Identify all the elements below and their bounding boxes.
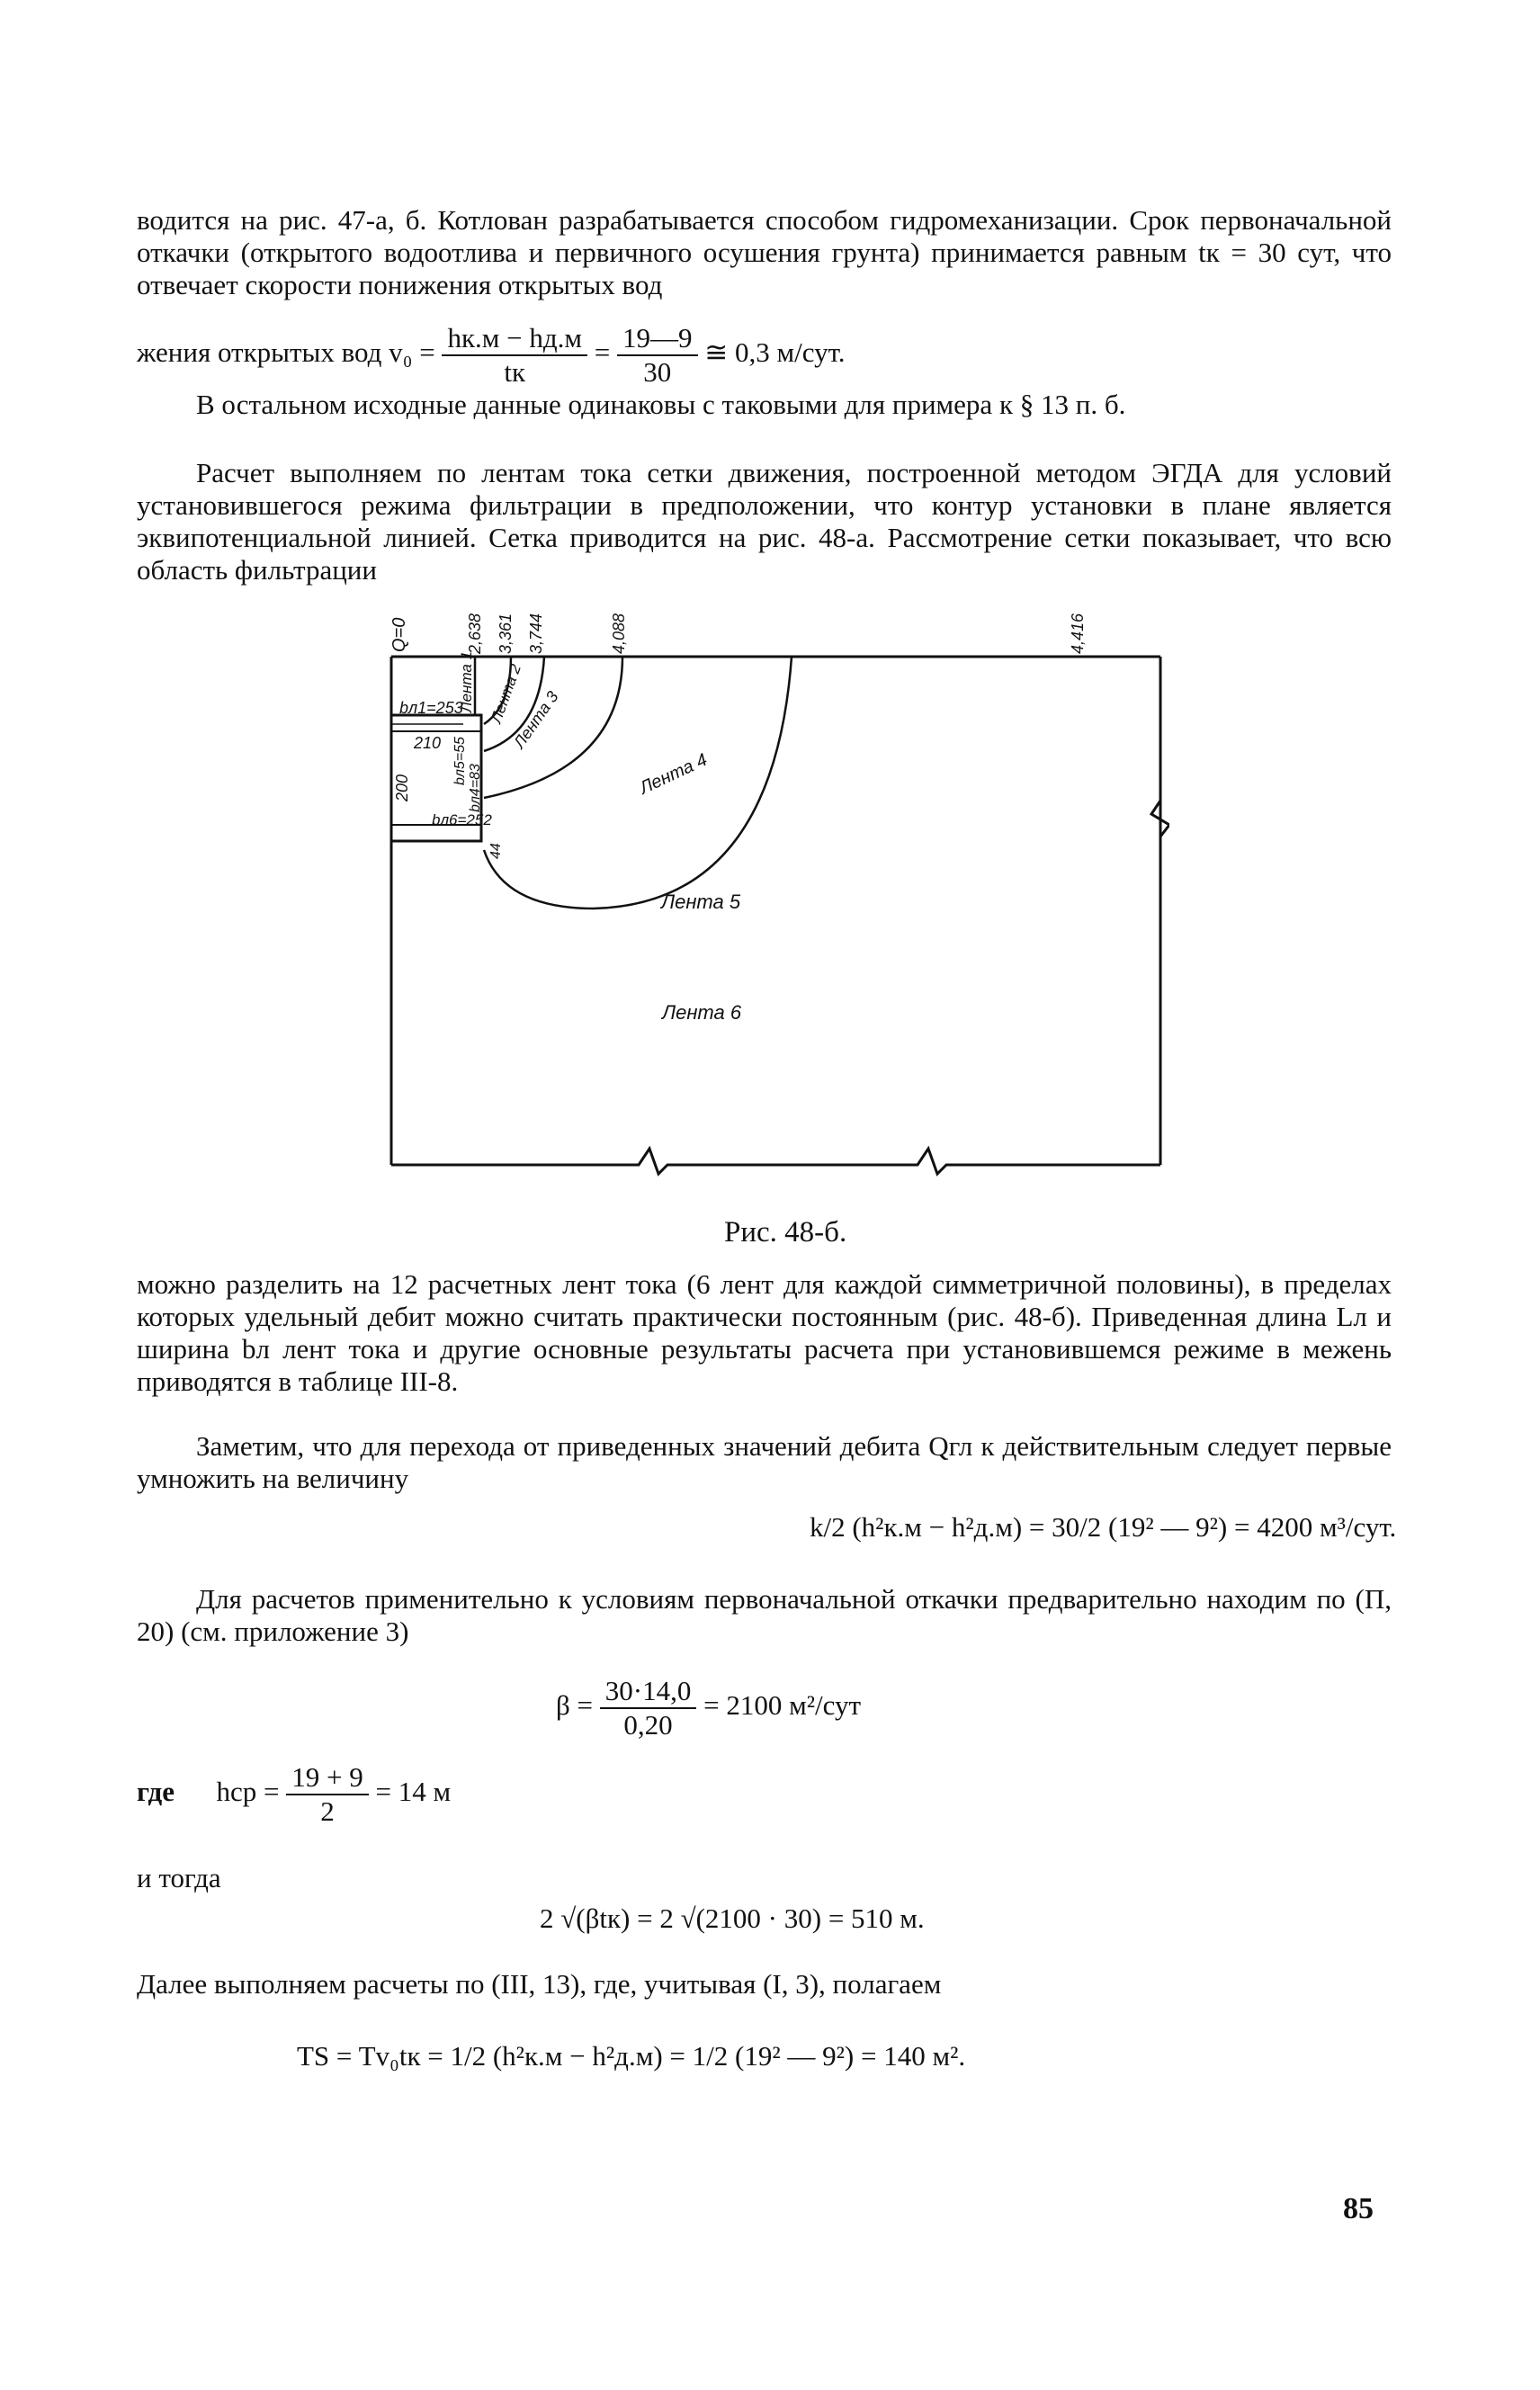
label-band-4: Лента 4 — [636, 749, 711, 799]
fraction-h-over-t: $\frac{hк.м - hд.м}{tк}$ — [442, 322, 587, 389]
label-3361: 3,361 — [497, 613, 515, 654]
figure-48b — [378, 589, 1169, 1196]
boundary-bottom — [391, 1149, 1160, 1174]
formula-ts: TS = Tv₀tк = 1/2 (h²к.м − h²д.м) = 1/2 (19² — 9²) = 140 м². — [297, 2040, 966, 2072]
label-bl1: bл1=253 — [399, 699, 463, 717]
label-bl4: bл4=83 — [468, 764, 483, 812]
label-44: 44 — [488, 843, 504, 859]
label-bl5: bл5=55 — [452, 737, 468, 785]
paragraph-1: водится на рис. 47-а, б. Котлован разрабатывается способом гидромеханизации. Срок первоначальной откачки (открытого водоотлива и первичного осушения грунта) принимается равным tк = 30 сут, что отвечает скорости понижения открытых вод — [137, 204, 1392, 300]
formula-4200: k/2 (h²к.м − h²д.м) = 30/2 (19² — 9²) = 4200 м³/сут. — [810, 1511, 1397, 1543]
formula-hcp: где hср = $\frac{19 + 9}{2}$ = 14 м — [137, 1761, 452, 1827]
then-label: и тогда — [137, 1862, 221, 1893]
label-band-5: Лента 5 — [661, 891, 741, 913]
fraction-hcp: $\frac{19 + 9}{2}$ — [286, 1761, 368, 1828]
label-210: 210 — [414, 734, 442, 752]
label-bl6: bл6=252 — [432, 811, 492, 828]
formula-root: 2 √(βtк) = 2 √(2100 · 30) = 510 м. — [540, 1902, 925, 1934]
paragraph-2: В остальном исходные данные одинаковы с таковыми для примера к § 13 п. б. — [196, 389, 1126, 420]
paragraph-7: Далее выполняем расчеты по (III, 13), где, учитывая (I, 3), полагаем — [137, 1968, 942, 2000]
label-band-3: Лента 3 — [509, 687, 562, 752]
paragraph-4: можно разделить на 12 расчетных лент тока (6 лент для каждой симметричной половины), в пределах которых удельный дебит можно считать практически постоянным (рис. 48-б). Приведенная длина Lл и ширина bл лент тока и другие основные результаты расчета при установившемся режиме в межень приводятся в таблице III-8. — [137, 1268, 1392, 1397]
label-band-6: Лента 6 — [662, 1001, 742, 1024]
label-q0: Q=0 — [389, 617, 409, 652]
formula-beta: β = $\frac{30\cdot 14,0}{0,20}$ = 2100 м²/сут — [556, 1675, 861, 1741]
label-200: 200 — [393, 774, 411, 801]
figure-caption: Рис. 48-б. — [724, 1216, 847, 1249]
paragraph-3: Расчет выполняем по лентам тока сетки движения, построенной методом ЭГДА для условий установившегося режима фильтрации в предположении, что контур установки в плане является эквипотенциальной линией. Сетка приводится на рис. 48-а. Рассмотрение сетки показывает, что всю область фильтрации — [137, 457, 1392, 586]
paragraph-6: Для расчетов применительно к условиям первоначальной откачки предварительно находим по (П, 20) (см. приложение 3) — [137, 1583, 1392, 1647]
label-band-1: Лента 1 — [458, 650, 475, 712]
formula-v0: жения открытых вод v₀ = $\frac{hк.м - hд.м}{tк}$ = $\frac{19—9}{30}$ ≅ 0,3 м/сут. — [137, 322, 846, 388]
label-4088: 4,088 — [610, 613, 628, 654]
fraction-19-9-over-30: $\frac{19—9}{30}$ — [617, 322, 698, 389]
label-3744: 3,744 — [527, 613, 545, 654]
label-4416: 4,416 — [1069, 613, 1087, 654]
label-band-2: Лента 2 — [487, 661, 525, 726]
page-number: 85 — [1343, 2192, 1374, 2225]
label-2638: 2,638 — [466, 613, 484, 654]
fraction-beta: $\frac{30\cdot 14,0}{0,20}$ — [600, 1675, 697, 1741]
paragraph-5: Заметим, что для перехода от приведенных значений дебита Qгл к действительным следует первые умножить на величину — [137, 1430, 1392, 1494]
